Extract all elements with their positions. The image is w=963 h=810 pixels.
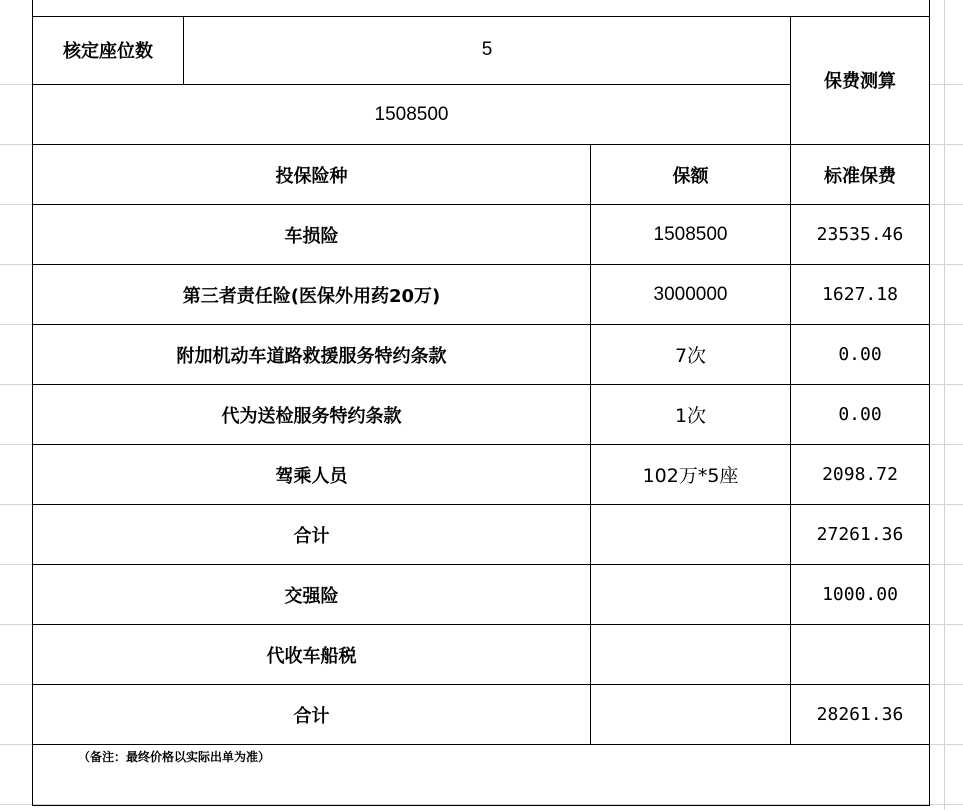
vehicle-value: 1508500 [33,85,790,144]
column-header-amount: 保额 [591,145,790,204]
row-amount: 3000000 [591,265,790,324]
row-type: 车损险 [33,205,590,264]
row-amount: 1508500 [591,205,790,264]
row-type: 合计 [33,505,590,564]
row-premium: 1000.00 [791,565,929,624]
row-amount: 102万*5座 [591,445,790,504]
row-amount [591,625,790,684]
row-type: 合计 [33,685,590,744]
row-premium: 1627.18 [791,265,929,324]
row-premium [791,625,929,684]
row-amount [591,565,790,624]
row-premium: 27261.36 [791,505,929,564]
row-amount: 1次 [591,385,790,444]
row-premium: 0.00 [791,385,929,444]
row-amount: 7次 [591,325,790,384]
row-type: 代为送检服务特约条款 [33,385,590,444]
row-premium: 28261.36 [791,685,929,744]
row-type: 驾乘人员 [33,445,590,504]
row-premium: 23535.46 [791,205,929,264]
row-type: 代收车船税 [33,625,590,684]
remark-note: （备注：最终价格以实际出单为准） [78,750,271,764]
section-title: 保费测算 [791,16,929,144]
row-amount [591,505,790,564]
row-type: 附加机动车道路救援服务特约条款 [33,325,590,384]
row-premium: 2098.72 [791,445,929,504]
seats-value: 5 [184,16,790,84]
row-type: 交强险 [33,565,590,624]
column-header-type: 投保险种 [33,145,590,204]
row-premium: 0.00 [791,325,929,384]
row-type: 第三者责任险(医保外用药20万) [33,265,590,324]
column-header-premium: 标准保费 [791,145,929,204]
row-amount [591,685,790,744]
seats-label: 核定座位数 [33,16,183,84]
